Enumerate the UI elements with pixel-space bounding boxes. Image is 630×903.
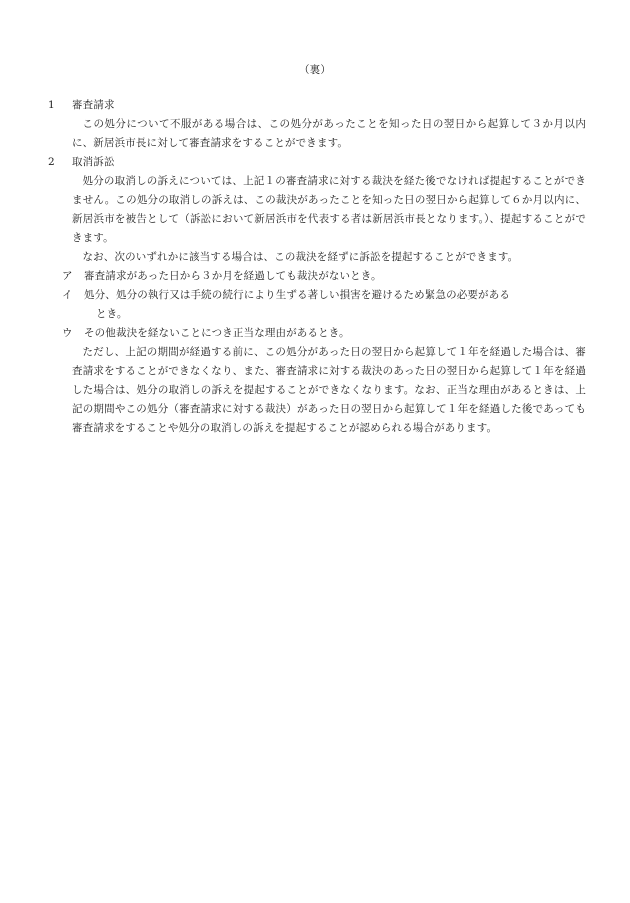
section-2-paragraph-2: なお、次のいずれかに該当する場合は、この裁決を経ずに訴訟を提起することができます。 xyxy=(82,251,519,263)
section-2-paragraph-3: ただし、上記の期間が経過する前に、この処分があった日の翌日から起算して１年を経過した場合は、審査請求をすることができなくなり、また、審査請求に対する裁決のあった日の翌日から起算して１年を経過した場合は、処分の取消しの訴えを提起することができなくなります。なお、正当な理由があるときは、上記の期間やこの処分（審査請求に対する裁決）があった日の翌日から起算して１年を経過した後であっても審査請求をすることや処分の取消しの訴えを提起することが認められる場合があります。 xyxy=(72,346,586,434)
section-2-paragraph-1: 処分の取消しの訴えについては、上記１の審査請求に対する裁決を経た後でなければ提起することができません。この処分の取消しの訴えは、この裁決があったことを知った日の翌日から起算して６か月以内に、新居浜市を被告として（訴訟において新居浜市を代表する者は新居浜市長となります。）、提起することができます。 xyxy=(72,175,586,244)
item-text-continuation: とき。 xyxy=(96,308,128,320)
item-text-line: その他裁決を経ないことにつき正当な理由があるとき。 xyxy=(84,327,350,339)
page-title: （裏） xyxy=(299,64,331,76)
list-item xyxy=(48,324,586,343)
section-number: 2 xyxy=(48,156,55,168)
list-item xyxy=(48,286,586,324)
item-text-line: 審査請求があった日から３か月を経過しても裁決がないとき。 xyxy=(84,270,382,282)
section-title: 取消訴訟 xyxy=(72,156,115,168)
item-text-line: 処分、処分の執行又は手続の続行により生ずる著しい損害を避けるため緊急の必要がある xyxy=(84,289,510,301)
section-number: 1 xyxy=(48,99,55,111)
item-text xyxy=(84,286,586,324)
section-1-paragraph: この処分について不服がある場合は、この処分があったことを知った日の翌日から起算して３か月以内に、新居浜市長に対して審査請求をすることができます。 xyxy=(72,118,586,149)
document-body xyxy=(48,96,586,438)
item-text xyxy=(84,267,586,286)
item-label: ア xyxy=(62,270,73,282)
item-text xyxy=(84,324,586,343)
section-2-heading xyxy=(48,153,586,172)
section-title: 審査請求 xyxy=(72,99,115,111)
item-label: イ xyxy=(62,289,73,301)
section-1-heading xyxy=(48,96,586,115)
item-label: ウ xyxy=(62,327,73,339)
list-item xyxy=(48,267,586,286)
